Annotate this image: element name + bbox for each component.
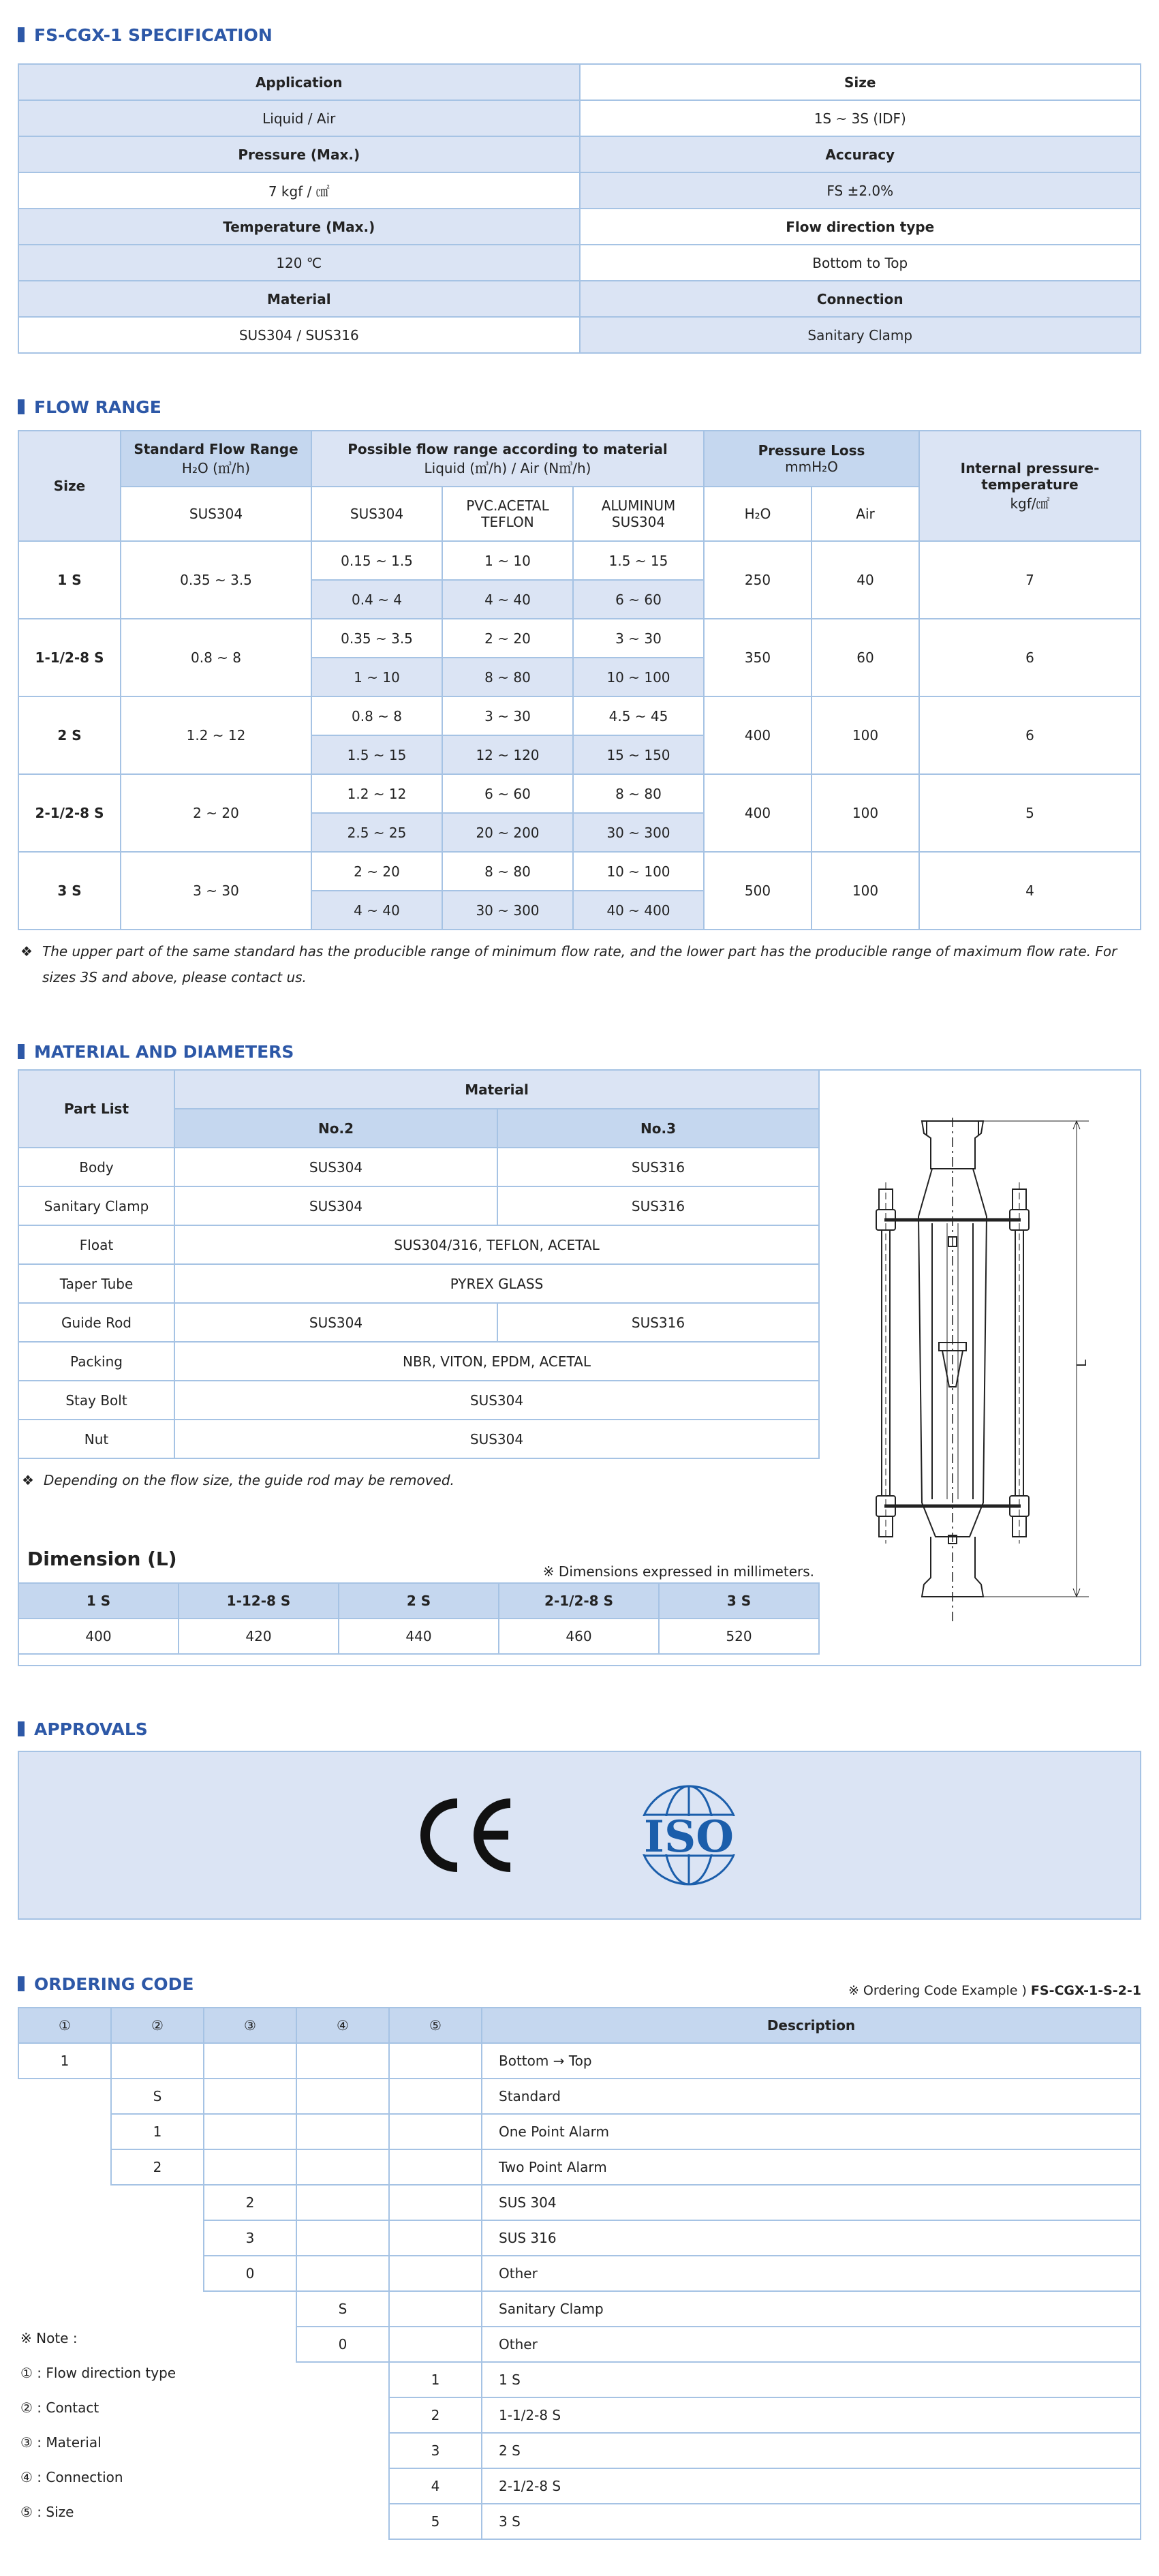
ordering-empty-cell (18, 2185, 111, 2220)
flow-sub-sus304: SUS304 (121, 487, 311, 541)
ordering-note-item: ④ : Connection (20, 2469, 123, 2485)
material-title (18, 1035, 1141, 1068)
ordering-note-item: ② : Contact (20, 2399, 99, 2416)
dimension-header-cell: 1-12-8 S (179, 1583, 339, 1619)
flow-internal: 6 (919, 696, 1141, 774)
ce-mark-icon (409, 1798, 519, 1873)
ordering-table (18, 2007, 1141, 2540)
ordering-code-cell: 2 (111, 2149, 204, 2185)
ordering-desc-cell: Sanitary Clamp (482, 2291, 1141, 2327)
flow-sub-pvc-text: PVC.ACETAL TEFLON (466, 497, 549, 530)
ordering-blank-cell (296, 2185, 389, 2220)
flow-internal: 7 (919, 541, 1141, 619)
flow-pvc: 1 ~ 10 (442, 541, 573, 580)
flow-loss-h2o: 350 (704, 619, 812, 696)
flow-pvc: 20 ~ 200 (442, 813, 573, 852)
approvals-title-text: APPROVALS (34, 1719, 148, 1739)
dimension-header-cell: 3 S (659, 1583, 819, 1619)
ordering-empty-cell (204, 2468, 296, 2504)
spec-cell: Bottom to Top (580, 245, 1141, 281)
ordering-code-cell: 3 (204, 2220, 296, 2256)
ordering-desc-cell: 3 S (482, 2504, 1141, 2539)
ordering-row (18, 2433, 1141, 2468)
ordering-blank-cell (389, 2114, 482, 2149)
material-header-no3: No.3 (497, 1109, 819, 1148)
flow-sub-sus304: SUS304 (311, 487, 442, 541)
section-marker-icon (18, 1044, 25, 1059)
flow-loss-h2o: 250 (704, 541, 812, 619)
spec-section (18, 0, 1141, 354)
spec-cell: Liquid / Air (18, 100, 580, 136)
flowmeter-drawing (820, 1071, 1140, 1665)
flow-loss-h2o: 500 (704, 852, 812, 930)
ordering-empty-cell (296, 2504, 389, 2539)
flow-pvc: 4 ~ 40 (442, 580, 573, 619)
ordering-desc-cell: One Point Alarm (482, 2114, 1141, 2149)
ordering-desc-cell: 2-1/2-8 S (482, 2468, 1141, 2504)
ordering-header-cell: Description (482, 2008, 1141, 2043)
flow-standard: 3 ~ 30 (121, 852, 311, 930)
flow-alu: 8 ~ 80 (573, 774, 704, 813)
material-box (18, 1069, 1141, 1666)
spec-cell: Pressure (Max.) (18, 136, 580, 172)
ordering-blank-cell (389, 2291, 482, 2327)
ordering-header-cell: ⑤ (389, 2008, 482, 2043)
dimension-header-cell: 1 S (18, 1583, 179, 1619)
flow-sus304: 4 ~ 40 (311, 891, 442, 930)
ordering-example-code: FS-CGX-1-S-2-1 (1030, 1983, 1141, 1998)
dimension-title: Dimension (L) (27, 1548, 177, 1570)
flow-sus304: 0.35 ~ 3.5 (311, 619, 442, 658)
ordering-code-cell: 0 (204, 2256, 296, 2291)
flow-sub-air: Air (812, 487, 919, 541)
ordering-desc-cell: Bottom → Top (482, 2043, 1141, 2079)
flow-alu: 3 ~ 30 (573, 619, 704, 658)
material-value: PYREX GLASS (174, 1264, 819, 1303)
ordering-row (18, 2114, 1141, 2149)
material-section (18, 990, 1141, 1666)
flow-header-internal (919, 431, 1141, 541)
flow-note-text: The upper part of the same standard has the producible range of minimum flow rate, and the lower part has the producible range of maximum flow rate. For sizes 3S and above, please contact us. (42, 943, 1117, 985)
flow-size: 3 S (18, 852, 121, 930)
material-no3-value: SUS316 (497, 1186, 819, 1225)
spec-title (18, 18, 1141, 51)
flow-header-possible-label: Possible flow range according to material (347, 440, 668, 457)
material-value: NBR, VITON, EPDM, ACETAL (174, 1342, 819, 1381)
spec-cell: Flow direction type (580, 209, 1141, 245)
ordering-row (18, 2468, 1141, 2504)
drawing-length-label: L (1075, 1359, 1090, 1367)
ordering-header-row (18, 2008, 1141, 2043)
ordering-row (18, 2362, 1141, 2397)
spec-cell: Temperature (Max.) (18, 209, 580, 245)
material-row (18, 1381, 819, 1420)
ordering-blank-cell (389, 2079, 482, 2114)
flow-alu: 4.5 ~ 45 (573, 696, 704, 735)
flow-alu: 30 ~ 300 (573, 813, 704, 852)
flow-header-loss (704, 431, 919, 487)
approvals-section (18, 1666, 1141, 1920)
ordering-blank-cell (389, 2043, 482, 2079)
ordering-code-cell: 2 (204, 2185, 296, 2220)
ordering-section (18, 1920, 1141, 2540)
material-part: Taper Tube (18, 1264, 174, 1303)
flow-sus304: 1 ~ 10 (311, 658, 442, 696)
ordering-code-cell: S (111, 2079, 204, 2114)
ordering-desc-cell: Other (482, 2327, 1141, 2362)
flow-row (18, 619, 1141, 658)
ordering-code-cell: 1 (111, 2114, 204, 2149)
ordering-empty-cell (204, 2327, 296, 2362)
approvals-box (18, 1751, 1141, 1920)
flow-loss-air: 100 (812, 774, 919, 852)
spec-cell: 1S ~ 3S (IDF) (580, 100, 1141, 136)
flow-header-loss-label: Pressure Loss (758, 442, 865, 459)
ordering-note-item: ⑤ : Size (20, 2504, 74, 2520)
flow-pvc: 8 ~ 80 (442, 658, 573, 696)
flow-table (18, 430, 1141, 930)
flow-sus304: 1.2 ~ 12 (311, 774, 442, 813)
flow-title-text: FLOW RANGE (34, 397, 161, 417)
flowmeter-drawing-svg (864, 1107, 1096, 1625)
flow-alu: 6 ~ 60 (573, 580, 704, 619)
spec-cell: Application (18, 64, 580, 100)
flow-header-internal-unit: kgf/㎠ (1010, 495, 1050, 512)
flow-internal: 5 (919, 774, 1141, 852)
flow-header-loss-unit: mmH₂O (785, 459, 838, 475)
dimension-header (19, 1548, 820, 1580)
iso-logo-icon (628, 1781, 750, 1890)
ordering-blank-cell (111, 2043, 204, 2079)
ordering-blank-cell (296, 2043, 389, 2079)
flow-row (18, 774, 1141, 813)
ordering-empty-cell (204, 2504, 296, 2539)
ordering-row (18, 2079, 1141, 2114)
iso-logo-text: ISO (643, 1811, 734, 1862)
ordering-row (18, 2220, 1141, 2256)
flow-internal: 4 (919, 852, 1141, 930)
section-marker-icon (18, 27, 25, 42)
material-row (18, 1264, 819, 1303)
flow-header-standard-label: Standard Flow Range (134, 440, 298, 457)
flow-pvc: 30 ~ 300 (442, 891, 573, 930)
ordering-header-cell: ① (18, 2008, 111, 2043)
material-table (18, 1069, 820, 1459)
flow-row (18, 852, 1141, 891)
ordering-empty-cell (296, 2362, 389, 2397)
ordering-notes (20, 2321, 176, 2530)
flow-size: 1-1/2-8 S (18, 619, 121, 696)
ordering-header (18, 1967, 1141, 2000)
material-header-material: Material (174, 1070, 819, 1109)
material-row (18, 1342, 819, 1381)
flow-standard: 0.35 ~ 3.5 (121, 541, 311, 619)
ordering-example (848, 1983, 1141, 1998)
ordering-title (18, 1967, 194, 2000)
ordering-blank-cell (204, 2079, 296, 2114)
diamond-icon: ❖ (20, 943, 33, 960)
flow-sus304: 2.5 ~ 25 (311, 813, 442, 852)
flow-sus304: 1.5 ~ 15 (311, 735, 442, 774)
flow-header-possible (311, 431, 704, 487)
ordering-header-cell: ③ (204, 2008, 296, 2043)
flow-loss-air: 60 (812, 619, 919, 696)
flow-sub-alu-text: ALUMINUM SUS304 (601, 497, 676, 530)
ordering-blank-cell (389, 2185, 482, 2220)
spec-cell: 120 ℃ (18, 245, 580, 281)
material-part: Guide Rod (18, 1303, 174, 1342)
spec-row (18, 136, 1141, 172)
ordering-empty-cell (18, 2114, 111, 2149)
flow-pvc: 3 ~ 30 (442, 696, 573, 735)
ordering-blank-cell (204, 2043, 296, 2079)
material-part: Float (18, 1225, 174, 1264)
flow-header-possible-unit: Liquid (㎥/h) / Air (N㎥/h) (424, 459, 591, 476)
material-part: Stay Bolt (18, 1381, 174, 1420)
flow-size: 2-1/2-8 S (18, 774, 121, 852)
ordering-desc-cell: 1 S (482, 2362, 1141, 2397)
flow-sus304: 0.8 ~ 8 (311, 696, 442, 735)
ordering-code-cell: 0 (296, 2327, 389, 2362)
flow-row (18, 541, 1141, 580)
material-row (18, 1225, 819, 1264)
material-header-part: Part List (18, 1070, 174, 1148)
flow-note (18, 938, 1141, 990)
flow-header-internal-label: Internal pressure-temperature (960, 459, 1100, 493)
material-row (18, 1148, 819, 1186)
flow-internal: 6 (919, 619, 1141, 696)
ordering-empty-cell (18, 2079, 111, 2114)
flow-loss-h2o: 400 (704, 774, 812, 852)
material-left (19, 1071, 820, 1665)
ordering-desc-cell: Standard (482, 2079, 1141, 2114)
ordering-empty-cell (296, 2397, 389, 2433)
ordering-blank-cell (296, 2220, 389, 2256)
ordering-row (18, 2043, 1141, 2079)
dimension-value-cell: 440 (339, 1619, 499, 1654)
ordering-blank-cell (204, 2114, 296, 2149)
ordering-wrap (18, 2007, 1141, 2540)
spec-cell: Sanitary Clamp (580, 317, 1141, 353)
material-part: Sanitary Clamp (18, 1186, 174, 1225)
flow-alu: 15 ~ 150 (573, 735, 704, 774)
flow-standard: 0.8 ~ 8 (121, 619, 311, 696)
ordering-blank-cell (389, 2256, 482, 2291)
spec-cell: SUS304 / SUS316 (18, 317, 580, 353)
ordering-empty-cell (18, 2220, 111, 2256)
ordering-code-cell: 5 (389, 2504, 482, 2539)
spec-cell: Accuracy (580, 136, 1141, 172)
flow-loss-air: 100 (812, 852, 919, 930)
ordering-row (18, 2327, 1141, 2362)
spec-cell: Size (580, 64, 1141, 100)
flow-pvc: 12 ~ 120 (442, 735, 573, 774)
material-value: SUS304/316, TEFLON, ACETAL (174, 1225, 819, 1264)
flow-alu: 10 ~ 100 (573, 658, 704, 696)
material-value: SUS304 (174, 1381, 819, 1420)
material-no2-value: SUS304 (174, 1148, 497, 1186)
spec-row (18, 281, 1141, 317)
diamond-icon: ❖ (22, 1472, 34, 1488)
ordering-desc-cell: 2 S (482, 2433, 1141, 2468)
spec-row (18, 172, 1141, 209)
material-note (19, 1467, 820, 1493)
material-header-no2: No.2 (174, 1109, 497, 1148)
material-no3-value: SUS316 (497, 1303, 819, 1342)
flow-row (18, 696, 1141, 735)
spec-row (18, 64, 1141, 100)
spec-cell: 7 kgf / ㎠ (18, 172, 580, 209)
dimension-header-cell: 2-1/2-8 S (499, 1583, 659, 1619)
approvals-title (18, 1713, 1141, 1745)
flow-alu: 10 ~ 100 (573, 852, 704, 891)
flow-sus304: 0.4 ~ 4 (311, 580, 442, 619)
flow-header-size: Size (18, 431, 121, 541)
spec-row (18, 245, 1141, 281)
material-no2-value: SUS304 (174, 1303, 497, 1342)
spec-cell: Connection (580, 281, 1141, 317)
ordering-desc-cell: Two Point Alarm (482, 2149, 1141, 2185)
ordering-blank-cell (296, 2079, 389, 2114)
flow-standard: 2 ~ 20 (121, 774, 311, 852)
flow-loss-air: 100 (812, 696, 919, 774)
spec-table (18, 63, 1141, 354)
flow-pvc: 2 ~ 20 (442, 619, 573, 658)
flow-sus304: 2 ~ 20 (311, 852, 442, 891)
material-title-text: MATERIAL AND DIAMETERS (34, 1041, 294, 1062)
flow-header-standard (121, 431, 311, 487)
ordering-empty-cell (204, 2433, 296, 2468)
ordering-blank-cell (204, 2149, 296, 2185)
dimension-unit-note: ※ Dimensions expressed in millimeters. (542, 1563, 814, 1580)
flow-loss-air: 40 (812, 541, 919, 619)
ordering-empty-cell (111, 2256, 204, 2291)
ordering-blank-cell (389, 2149, 482, 2185)
material-row (18, 1186, 819, 1225)
material-row (18, 1303, 819, 1342)
material-no3-value: SUS316 (497, 1148, 819, 1186)
material-part: Nut (18, 1420, 174, 1458)
ordering-blank-cell (296, 2114, 389, 2149)
ordering-empty-cell (204, 2397, 296, 2433)
flow-alu: 1.5 ~ 15 (573, 541, 704, 580)
flow-size: 2 S (18, 696, 121, 774)
dimension-value-cell: 420 (179, 1619, 339, 1654)
material-note-text: Depending on the flow size, the guide rod may be removed. (44, 1472, 454, 1488)
material-value: SUS304 (174, 1420, 819, 1458)
flow-section (18, 354, 1141, 990)
flow-pvc: 8 ~ 80 (442, 852, 573, 891)
ordering-desc-cell: 1-1/2-8 S (482, 2397, 1141, 2433)
ordering-code-cell: 3 (389, 2433, 482, 2468)
ordering-code-cell: 1 (389, 2362, 482, 2397)
ordering-empty-cell (111, 2220, 204, 2256)
ordering-row (18, 2397, 1141, 2433)
spec-row (18, 100, 1141, 136)
ordering-row (18, 2185, 1141, 2220)
material-row (18, 1420, 819, 1458)
spec-row (18, 317, 1141, 353)
ordering-code-cell: 2 (389, 2397, 482, 2433)
flow-sub-h2o: H₂O (704, 487, 812, 541)
ordering-blank-cell (389, 2220, 482, 2256)
ordering-desc-cell: SUS 304 (482, 2185, 1141, 2220)
ordering-code-cell: S (296, 2291, 389, 2327)
spec-cell: Material (18, 281, 580, 317)
spec-title-text: FS-CGX-1 SPECIFICATION (34, 25, 273, 45)
flow-loss-h2o: 400 (704, 696, 812, 774)
ordering-desc-cell: Other (482, 2256, 1141, 2291)
dimension-header-cell: 2 S (339, 1583, 499, 1619)
section-marker-icon (18, 1976, 25, 1991)
ordering-empty-cell (111, 2185, 204, 2220)
ordering-empty-cell (296, 2433, 389, 2468)
flow-header-standard-unit: H₂O (㎥/h) (181, 459, 251, 476)
flow-sub-pvc (442, 487, 573, 541)
dimension-table (18, 1582, 820, 1655)
flow-pvc: 6 ~ 60 (442, 774, 573, 813)
material-no2-value: SUS304 (174, 1186, 497, 1225)
ordering-note-title: ※ Note : (20, 2330, 78, 2346)
flow-title (18, 390, 1141, 423)
spec-row (18, 209, 1141, 245)
section-marker-icon (18, 399, 25, 414)
ordering-note-item: ③ : Material (20, 2434, 102, 2451)
flow-alu: 40 ~ 400 (573, 891, 704, 930)
ordering-empty-cell (204, 2291, 296, 2327)
flow-size: 1 S (18, 541, 121, 619)
ordering-header-cell: ④ (296, 2008, 389, 2043)
ordering-title-text: ORDERING CODE (34, 1974, 194, 1994)
ordering-row (18, 2149, 1141, 2185)
ordering-header-cell: ② (111, 2008, 204, 2043)
ordering-row (18, 2291, 1141, 2327)
ordering-code-cell: 1 (18, 2043, 111, 2079)
material-part: Body (18, 1148, 174, 1186)
ordering-row (18, 2504, 1141, 2539)
ordering-blank-cell (389, 2327, 482, 2362)
ordering-empty-cell (18, 2256, 111, 2291)
ordering-desc-cell: SUS 316 (482, 2220, 1141, 2256)
ordering-example-label: ※ Ordering Code Example ) (848, 1983, 1027, 1998)
ordering-blank-cell (296, 2149, 389, 2185)
ordering-row (18, 2256, 1141, 2291)
material-part: Packing (18, 1342, 174, 1381)
spec-cell: FS ±2.0% (580, 172, 1141, 209)
ordering-code-cell: 4 (389, 2468, 482, 2504)
section-marker-icon (18, 1721, 25, 1736)
ordering-blank-cell (296, 2256, 389, 2291)
dimension-value-cell: 520 (659, 1619, 819, 1654)
dimension-value-cell: 460 (499, 1619, 659, 1654)
ordering-empty-cell (204, 2362, 296, 2397)
flow-standard: 1.2 ~ 12 (121, 696, 311, 774)
ordering-empty-cell (296, 2468, 389, 2504)
flow-sus304: 0.15 ~ 1.5 (311, 541, 442, 580)
ordering-note-item: ① : Flow direction type (20, 2365, 176, 2381)
dimension-value-cell: 400 (18, 1619, 179, 1654)
flow-sub-alu (573, 487, 704, 541)
ordering-empty-cell (18, 2149, 111, 2185)
